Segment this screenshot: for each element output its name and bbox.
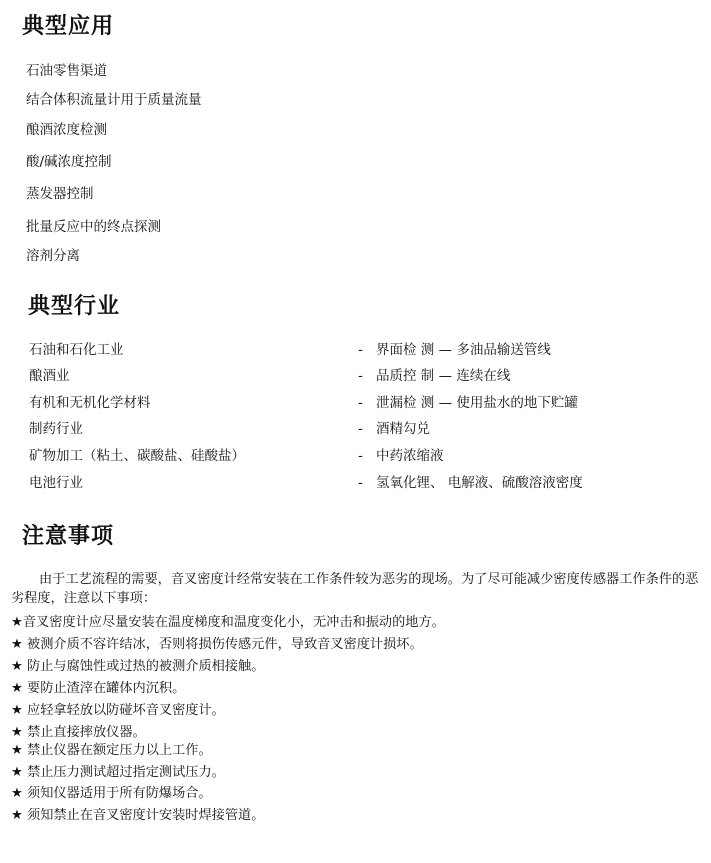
- industry-right-item: [358, 338, 551, 358]
- note-item: [11, 633, 423, 652]
- industry-left-item: 制药行业: [29, 421, 83, 437]
- industry-right-item: [358, 417, 430, 437]
- industry-right-item: [358, 444, 444, 464]
- note-item: [11, 804, 264, 823]
- industry-left-item: 酿酒业: [29, 368, 70, 384]
- note-text: 禁止直接摔放仪器。: [27, 725, 146, 740]
- star-icon: ★: [11, 725, 23, 740]
- note-text: 音叉密度计应尽量安装在温度梯度和温度变化小，无冲击和振动的地方。: [22, 615, 445, 630]
- industry-right-text: 泄漏检 测 — 使用盐水的地下贮罐: [376, 395, 578, 411]
- industries-title: 典型行业: [28, 294, 121, 319]
- note-item: [11, 655, 264, 674]
- industry-left-item: 电池行业: [29, 475, 83, 491]
- industry-right-text: 品质控 制 — 连续在线: [376, 368, 511, 384]
- note-text: 被测介质不容许结冰，否则将损伤传感元件，导致音叉密度计损坏。: [27, 637, 423, 652]
- application-item: 结合体积流量计用于质量流量: [26, 92, 202, 108]
- industry-right-text: 氢氧化锂、 电解液、硫酸溶液密度: [376, 475, 583, 491]
- dash-marker: -: [358, 395, 363, 411]
- application-item: 批量反应中的终点探测: [26, 219, 161, 235]
- industry-left-item: 有机和无机化学材料: [29, 395, 151, 411]
- application-item: 酸/碱浓度控制: [26, 154, 112, 170]
- dash-marker: -: [358, 448, 363, 464]
- note-text: 禁止压力测试超过指定测试压力。: [27, 765, 225, 780]
- industry-right-item: [358, 471, 583, 491]
- notes-title: 注意事项: [22, 524, 115, 549]
- star-icon: ★: [11, 808, 23, 823]
- industry-right-text: 界面检 测 — 多油品输送管线: [376, 342, 551, 358]
- note-item: [11, 782, 212, 801]
- note-text: 应轻拿轻放以防碰坏音叉密度计。: [27, 703, 225, 718]
- dash-marker: -: [358, 342, 363, 358]
- note-item: [11, 611, 445, 630]
- star-icon: ★: [11, 637, 23, 652]
- application-item: 石油零售渠道: [26, 63, 107, 79]
- note-text: 须知仪器适用于所有防爆场合。: [27, 786, 212, 801]
- star-icon: ★: [11, 615, 23, 630]
- industry-right-item: [358, 391, 578, 411]
- star-icon: ★: [11, 765, 23, 780]
- note-text: 禁止仪器在额定压力以上工作。: [27, 743, 212, 758]
- industry-left-item: 石油和石化工业: [29, 342, 124, 358]
- note-item: [11, 739, 212, 758]
- note-text: 要防止渣滓在罐体内沉积。: [27, 681, 186, 696]
- industry-right-text: 酒精勾兑: [376, 421, 430, 437]
- industry-right-item: [358, 364, 510, 384]
- note-item: [11, 761, 225, 780]
- star-icon: ★: [11, 743, 23, 758]
- application-item: 溶剂分离: [26, 248, 80, 264]
- star-icon: ★: [11, 681, 23, 696]
- application-item: 蒸发器控制: [26, 186, 94, 202]
- dash-marker: -: [358, 421, 363, 437]
- note-text: 防止与腐蚀性或过热的被测介质相接触。: [27, 659, 265, 674]
- star-icon: ★: [11, 786, 23, 801]
- industry-right-text: 中药浓缩液: [376, 448, 444, 464]
- note-text: 须知禁止在音叉密度计安装时焊接管道。: [27, 808, 265, 823]
- note-item: [11, 699, 225, 718]
- notes-intro: 由于工艺流程的需要，音叉密度计经常安装在工作条件较为恶劣的现场。为了尽可能减少密度传感器工作条件的恶劣程度，注意以下事项：: [11, 572, 699, 606]
- dash-marker: -: [358, 475, 363, 491]
- note-item: [11, 677, 185, 696]
- industry-left-item: 矿物加工（粘土、碳酸盐、硅酸盐）: [29, 448, 245, 464]
- dash-marker: -: [358, 368, 363, 384]
- star-icon: ★: [11, 703, 23, 718]
- applications-title: 典型应用: [22, 14, 115, 39]
- note-item: [11, 721, 146, 740]
- application-item: 酿酒浓度检测: [26, 122, 107, 138]
- star-icon: ★: [11, 659, 23, 674]
